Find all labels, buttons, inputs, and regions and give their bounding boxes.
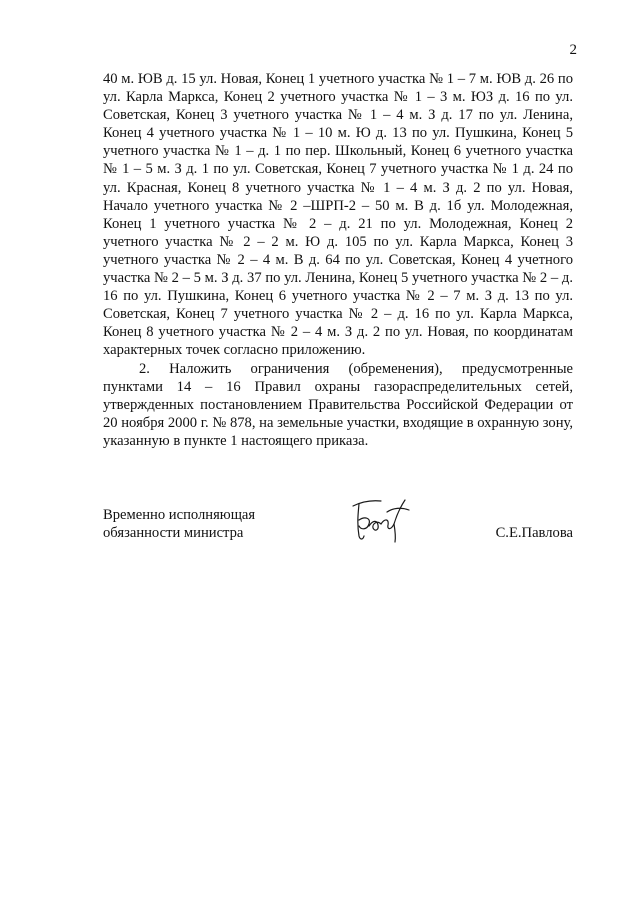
signatory-title-line1: Временно исполняющая — [103, 507, 256, 523]
signatory-name: С.Е.Павлова — [495, 525, 573, 541]
paragraph-coordinates: 40 м. ЮВ д. 15 ул. Новая, Конец 1 учетного участка № 1 – 7 м. ЮВ д. 26 по ул. Карла Маркса, Конец 2 учетного участка № 1 – 3 м. ЮЗ д. 16 по ул. Советская, Конец 3 учетного участка № 1 – 4 м. З д. 17 по ул. Ленина, Конец 4 учетного участка № 1 – 10 м. Ю д. 13 по ул. Пушкина, Конец 5 учетного участка № 1 – д. 1 по пер. Школьный, Конец 6 учетного участка № 1 – 5 м. З д. 1 по ул. Советская, Конец 7 учетного участка № 1 д. 24 по ул. Красная, Конец 8 учетного участка № 1 – 4 м. З д. 2 по ул. Новая, Начало учетного участка № 2 –ШРП-2 – 50 м. В д. 1б ул. Молодежная, Конец 1 учетного участка № 2 – д. 21 по ул. Молодежная, Конец 2 учетного участка № 2 – 2 м. Ю д. 105 по ул. Карла Маркса, Конец 3 учетного участка № 2 – 4 м. В д. 64 по ул. Советская, Конец 4 учетного участка № 2 – 5 м. З д. 37 по ул. Ленина, Конец 5 учетного участка № 2 – д. 16 по ул. Пушкина, Конец 6 учетного участка № 2 – 7 м. З д. 13 по ул. Советская, Конец 7 учетного участка № 2 – д. 16 по ул. Карла Маркса, Конец 8 учетного участка № 2 – 4 м. З д. 2 по ул. Новая, по координатам характерных точек согласно приложению. — [103, 71, 573, 359]
handwritten-signature-icon — [347, 492, 413, 544]
document-body — [103, 70, 573, 450]
page-number: 2 — [569, 42, 577, 58]
signatory-title — [103, 506, 255, 542]
paragraph-restrictions: 2. Наложить ограничения (обременения), предусмотренные пунктами 14 – 16 Правил охраны газораспределительных сетей, утвержденных постановлением Правительства Российской Федерации от 20 ноября 2000 г. № 878, на земельные участки, входящие в охранную зону, указанную в пункте 1 настоящего приказа. — [103, 360, 573, 449]
signature-block — [103, 506, 573, 546]
signatory-title-line2: обязанности министра — [103, 525, 244, 541]
